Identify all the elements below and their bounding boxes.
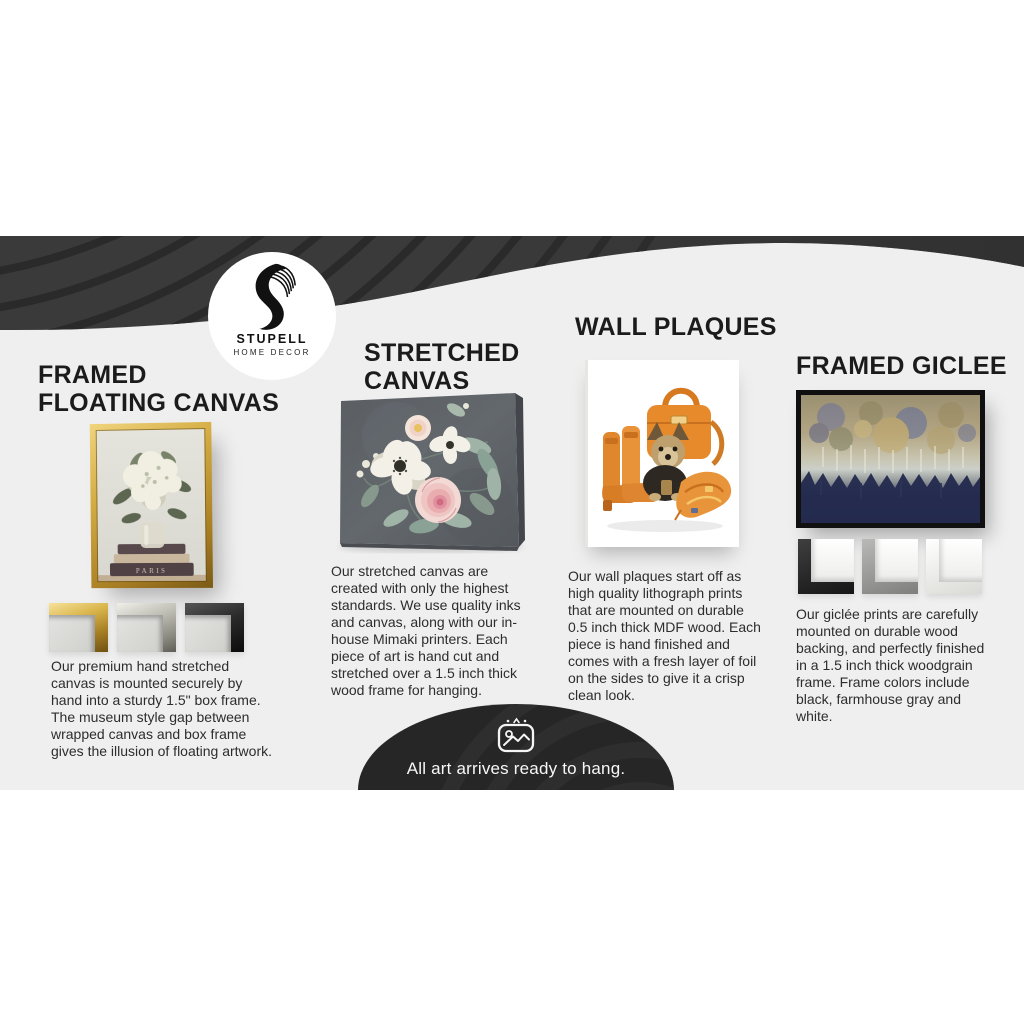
stretched-canvas-title: STRETCHED CANVAS	[364, 339, 520, 395]
brand-logo	[208, 252, 336, 380]
giclee-frame-corner-white	[926, 539, 982, 594]
frame-corner-black	[185, 603, 244, 652]
picture-frame-icon	[496, 717, 536, 760]
framed-giclee-title: FRAMED GICLEE	[796, 352, 1007, 380]
stupell-s-icon	[243, 260, 301, 334]
frame-corner-gold	[49, 603, 108, 652]
wall-plaques-description: Our wall plaques start off as high quality lithograph prints that are mounted on durable 0.5 inch thick MDF wood. Each piece is hand finished and comes with a fresh layer of foil on the sides to give it a crisp clean look.	[568, 568, 761, 703]
brand-name: STUPELL	[236, 332, 308, 346]
footer-message: All art arrives ready to hang.	[406, 759, 626, 778]
giclee-frame-corner-black	[798, 539, 854, 594]
floating-canvas-product-image	[90, 422, 213, 588]
wall-plaques-title: WALL PLAQUES	[575, 313, 777, 341]
stretched-canvas-description: Our stretched canvas are created with only the highest standards. We use quality inks and canvas, along with our in-house Mimaki printers. Each piece of art is hand cut and stretched over a 1.5 inch thick wood frame for hanging.	[331, 563, 521, 698]
floating-frame-color-options	[49, 603, 253, 652]
wall-plaque-product-image	[585, 360, 739, 547]
framed-giclee-product-image	[796, 390, 985, 528]
stretched-canvas-product-image	[336, 386, 536, 559]
paris-book-label: PARIS	[135, 566, 168, 576]
floating-canvas-description: Our premium hand stretched canvas is mounted securely by hand into a sturdy 1.5" box frame. The museum style gap between wrapped canvas and box frame gives the illusion of floating artwork.	[51, 658, 272, 759]
giclee-frame-color-options	[798, 539, 990, 594]
floating-canvas-title: FRAMED FLOATING CANVAS	[38, 361, 280, 417]
brand-tagline: HOME DECOR	[233, 348, 311, 357]
frame-corner-silver	[117, 603, 176, 652]
framed-giclee-description: Our giclée prints are carefully mounted on durable wood backing, and perfectly finished in a 1.5 inch thick woodgrain frame. Frame colors include black, farmhouse gray and white.	[796, 606, 985, 724]
giclee-frame-corner-gray	[862, 539, 918, 594]
floating-canvas-artwork	[97, 429, 206, 581]
